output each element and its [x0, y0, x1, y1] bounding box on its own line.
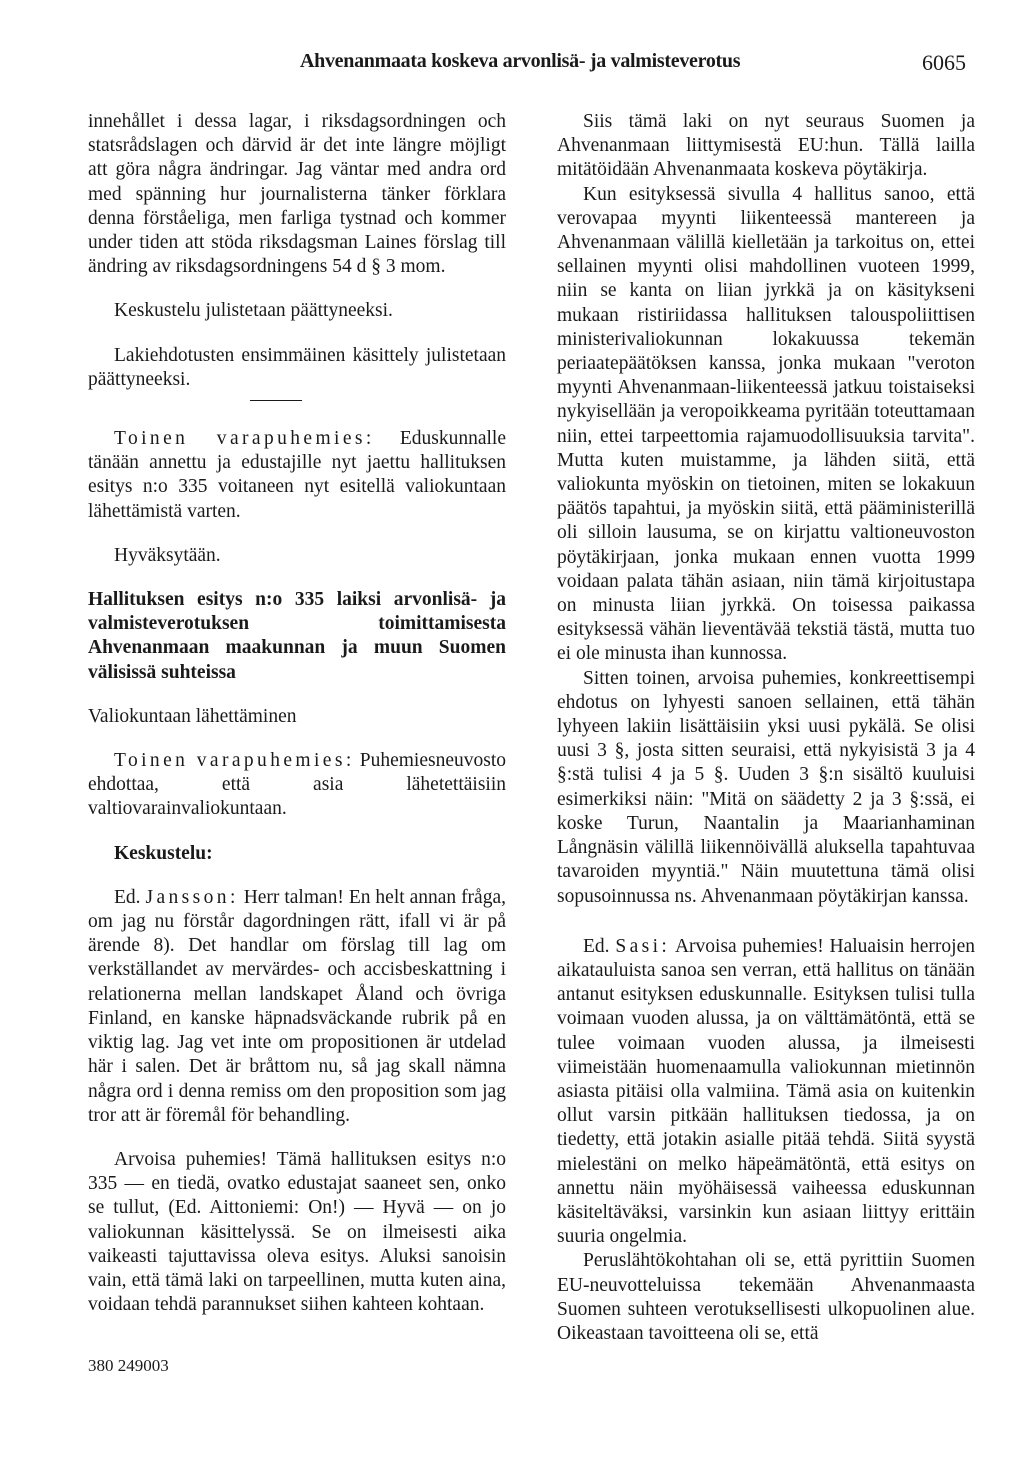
paragraph: Lakiehdotusten ensimmäinen käsittely julistetaan päättyneeksi. — [88, 344, 506, 390]
page-number: 6065 — [922, 50, 966, 75]
speaker-prefix: Ed. — [583, 935, 616, 957]
discussion-heading: Keskustelu: — [114, 842, 213, 864]
speaker-name: Sasi: — [615, 935, 671, 957]
paragraph: Hyväksytään. — [114, 544, 221, 566]
speech-text: Herr talman! En helt annan fråga, om jag nu förstår dagordningen rätt, ifall vi är på ärende 8). Det handlar om förslag till lag om verkställandet av mervärdes- och accisbeskattning i relationerna mellan landskapet Åland och övriga Finland, en kanske häpnadsväckande rubrik på en viktig lag. Jag vet inte om propositionen är utdelad här i salen. Det är bråttom nu, så jag skall nämna några ord i denna remiss om den proposition som jag tror att är föremål för behandling. — [88, 886, 506, 1126]
paragraph: Peruslähtökohtahan oli se, että pyrittiin Suomen EU-neuvotteluissa tekemään Ahvenanmaasta Suomen suhteen verotuksellisesti ulkopuolinen alue. Oikeastaan tavoitteena oli se, että — [557, 1250, 975, 1344]
speaker-paragraph — [88, 749, 506, 822]
running-title: Ahvenanmaata koskeva arvonlisä- ja valmisteverotus — [300, 50, 741, 72]
left-column — [88, 110, 506, 1317]
subheading: Valiokuntaan lähettäminen — [88, 705, 297, 727]
right-column — [557, 110, 975, 1346]
paragraph: Keskustelu julistetaan päättyneeksi. — [114, 300, 393, 322]
paragraph: Arvoisa puhemies! Tämä hallituksen esitys n:o 335 — en tiedä, ovatko edustajat saaneet sen, onko se tullut, (Ed. Aittoniemi: On!) — Hyvä — on jo valiokunnan käsittelyssä. Se on ilmeisesti aika vaikeasti tajuttavissa oleva esitys. Aluksi sanoisin vain, että tämä laki on tarpeellinen, mutta kuten aina, voidaan tehdä parannukset siihen kahteen kohtaan. — [88, 1148, 506, 1316]
speaker-paragraph — [88, 427, 506, 524]
section-divider — [250, 400, 302, 401]
agenda-item-title: Hallituksen esitys n:o 335 laiksi arvonlisä- ja valmisteverotuksen toimittamisesta Ahvenanmaan maakunnan ja muun Suomen välisissä suhteissa — [88, 589, 506, 683]
paragraph: Sitten toinen, arvoisa puhemies, konkreettisempi ehdotus on lyhyesti sanoen sellainen, että tähän lyhyeen lakiin lisättäisiin yksi uusi pykälä. Se olisi uusi 3 §, josta sitten seuraisi, että nykyisistä 3 ja 4 §:stä tulisi 4 ja 5 §. Uuden 3 §:n sisältö kuuluisi esimerkiksi näin: "Mitä on säädetty 2 ja 3 §:ssä, ei koske Turun, Naantalin ja Maarianhaminan Långnäsin välillä liikennöivällä aluksella tapahtuvaa tavaroiden myyntiä." Näin muutettuna tämä olisi sopusoinnussa ns. Ahvenanmaan pöytäkirjan kanssa. — [557, 667, 975, 907]
speaker-prefix: Ed. — [114, 886, 146, 908]
speech-text: Arvoisa puhemies! Haluaisin herrojen aikatauluista sanoa sen verran, että hallitus on tänään antanut esityksen eduskunnalle. Esityksen tulisi tulla voimaan vuoden alussa, ja on välttämätöntä, että se tulee voimaan vuoden alussa, ja ilmeisesti viimeistään huomenaamulla valiokunnan mietinnön asiasta pitäisi olla valmiina. Tämä asia on kuitenkin ollut varsin pitkään hallituksen tiedossa, ja on tiedetty, että jotakin asialle pitää tehdä. Siitä syystä mielestäni on melko häpeämätöntä, että esitys on annettu näin myöhäisessä vaiheessa eduskunnan käsiteltäväksi, varsinkin kun asiaan liittyy erittäin suuria ongelmia. — [557, 935, 975, 1248]
speaker-label: Toinen varapuhemies: — [114, 750, 355, 772]
paragraph: Kun esityksessä sivulla 4 hallitus sanoo, että verovapaa myynti liikenteessä mantereen ja Ahvenanmaan välillä kielletään ja tarkoitus on, ettei sellainen myynti olisi mahdollinen vuoteen 1999, niin se kanta on liian jyrkkä ja on käsitykseni mukaan ristiriidassa hallituksen talouspoliittisen ministerivaliokunnan lokakuussa tekemän periaatepäätöksen kanssa, jonka mukaan "veroton myynti Ahvenanmaan-liikenteessä jatkuu toistaiseksi nykyisellään ja veropoikkeama pyritään toteuttamaan niin, ettei tarpeettomia rajamuodollisuuksia tarvita". Mutta kuten muistamme, ja lähden siitä, että valiokunta myöskin on tietoinen, miten se lokakuun päätös tapahtui, ja myöskin siitä, että pääministerillä oli silloin lausuma, se on kirjattu valtioneuvoston pöytäkirjaan, jonka mukaan ennen vuotta 1999 voidaan palata tähän asiaan, niin tämä kirjoitustapa on minusta liian jyrkkä. On toisessa paikassa esityksessä vähän lieventävää tekstiä tästä, mutta tuo ei ole minusta ihan kunnossa. — [557, 183, 975, 665]
speaker-paragraph — [88, 886, 506, 1128]
speaker-label: Toinen varapuhemies: — [114, 428, 375, 450]
speech-text: Eduskunnalle tänään annettu ja edustajille nyt jaettu hallituksen esitys n:o 335 voitaneen nyt esitellä valiokuntaan lähettämistä varten. — [88, 428, 506, 522]
footer-code: 380 249003 — [88, 1356, 169, 1375]
paragraph: Siis tämä laki on nyt seuraus Suomen ja Ahvenanmaan liittymisestä EU:hun. Tällä lailla mitätöidään Ahvenanmaata koskeva pöytäkirja. — [557, 111, 975, 181]
speaker-paragraph — [557, 935, 975, 1250]
page-header — [0, 50, 1024, 80]
paragraph: innehållet i dessa lagar, i riksdagsordningen och statsrådslagen och därvid är det inte längre möjligt att göra några ändringar. Jag väntar med andra ord med spänning hur journalisterna tänker förklara denna förståeliga, men farliga tystnad och kommer under tiden att stöda riksdagsman Laines förslag till ändring av riksdagsordningens 54 d § 3 mom. — [88, 111, 506, 278]
speech-text: Puhemiesneuvosto ehdottaa, että asia lähetettäisiin valtiovarainvaliokuntaan. — [88, 750, 506, 820]
speaker-name: Jansson: — [145, 886, 239, 908]
